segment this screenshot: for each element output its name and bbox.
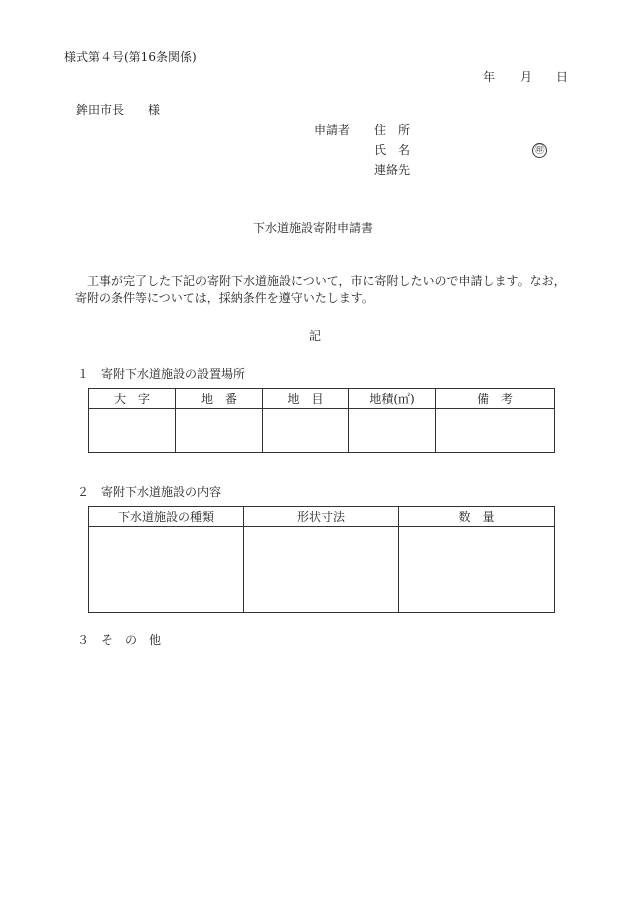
column-header: 形状寸法 bbox=[244, 507, 399, 527]
column-header: 下水道施設の種類 bbox=[89, 507, 244, 527]
column-header: 大 字 bbox=[89, 389, 176, 409]
contents-table bbox=[88, 506, 555, 613]
table-cell bbox=[176, 409, 263, 453]
table-cell bbox=[244, 527, 399, 613]
table-cell bbox=[399, 527, 555, 613]
column-header: 地 目 bbox=[263, 389, 349, 409]
date-year: 年 bbox=[483, 70, 496, 84]
table-cell bbox=[436, 409, 555, 453]
seal-icon: ㊞ bbox=[532, 143, 547, 158]
location-table bbox=[88, 388, 555, 453]
body-line-2: 寄附の条件等については，採納条件を遵守いたします。 bbox=[75, 291, 374, 305]
table-row bbox=[89, 527, 555, 613]
section-3-heading: ３ そ の 他 bbox=[77, 633, 162, 647]
table-header-row bbox=[89, 389, 555, 409]
table-header-row bbox=[89, 507, 555, 527]
date-month: 月 bbox=[520, 70, 533, 84]
addressee: 鉾田市長 様 bbox=[76, 103, 161, 117]
ki-marker: 記 bbox=[309, 329, 322, 343]
address-label: 住 所 bbox=[374, 123, 411, 137]
seal-mark bbox=[532, 143, 547, 158]
section-1-heading: １ 寄附下水道施設の設置場所 bbox=[77, 367, 246, 381]
column-header: 備 考 bbox=[436, 389, 555, 409]
name-label: 氏 名 bbox=[374, 143, 411, 157]
contact-label: 連絡先 bbox=[374, 163, 411, 177]
table-cell bbox=[349, 409, 436, 453]
table-cell bbox=[263, 409, 349, 453]
column-header: 数 量 bbox=[399, 507, 555, 527]
table-cell bbox=[89, 409, 176, 453]
body-line-1: 工事が完了した下記の寄附下水道施設について，市に寄附したいので申請します。なお， bbox=[87, 274, 566, 288]
column-header: 地 番 bbox=[176, 389, 263, 409]
document-title: 下水道施設寄附申請書 bbox=[253, 221, 374, 235]
column-header: 地積(㎡) bbox=[349, 389, 436, 409]
date-day: 日 bbox=[556, 70, 569, 84]
table-row bbox=[89, 409, 555, 453]
applicant-label: 申請者 bbox=[314, 123, 351, 137]
table-cell bbox=[89, 527, 244, 613]
form-number: 様式第４号(第16条関係) bbox=[64, 50, 197, 64]
section-2-heading: ２ 寄附下水道施設の内容 bbox=[77, 485, 222, 499]
